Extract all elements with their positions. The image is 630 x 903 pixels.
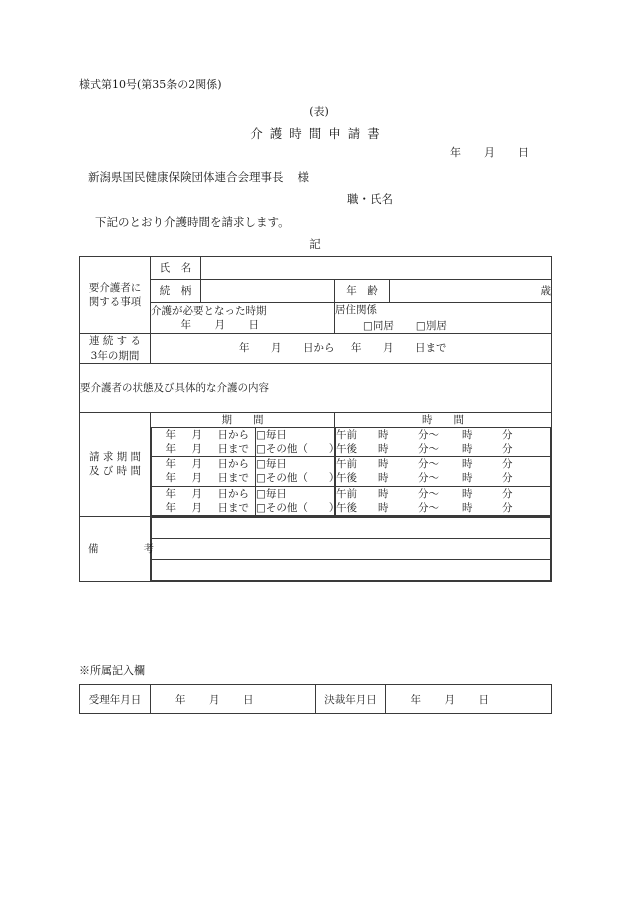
r1-to-year: 年 <box>165 443 176 456</box>
r2-am-hour2: 時 <box>462 458 473 471</box>
r3-am-min2: 分 <box>502 487 513 500</box>
omote-marker <box>0 103 630 119</box>
continuous-from-month: 月 <box>271 342 282 355</box>
checkbox-r1-other[interactable]: □その他（ ） <box>256 443 340 456</box>
r3-from-day: 日から <box>217 487 249 500</box>
submission-date-line <box>450 144 552 160</box>
r3-from-month: 月 <box>191 487 202 500</box>
residence-cell[interactable] <box>335 303 552 334</box>
age-unit: 歳 <box>540 284 552 297</box>
r2-am-min: 分〜 <box>418 458 439 471</box>
request-period-subtable <box>151 428 340 516</box>
relation-label: 続 柄 <box>151 280 201 303</box>
ki-marker: 記 <box>309 237 321 251</box>
continuous-label-line1: 連 続 す る <box>88 335 141 348</box>
omote-text: (表) <box>309 105 329 118</box>
office-section-note: ※所属記入欄 <box>79 664 145 677</box>
request-row-2-time[interactable] <box>336 457 551 486</box>
r1-pm-hour: 時 <box>378 443 389 456</box>
office-table <box>79 684 552 714</box>
table-row-remarks <box>80 516 552 581</box>
request-header-time: 時 間 <box>335 412 552 427</box>
remarks-cell <box>151 516 552 581</box>
r2-am-min2: 分 <box>502 458 513 471</box>
r1-am-min2: 分 <box>502 428 513 441</box>
receipt-date-label: 受理年月日 <box>80 685 151 714</box>
residence-label: 居住関係 <box>335 304 377 316</box>
r2-from-year: 年 <box>165 458 176 471</box>
request-row-3-dates[interactable] <box>152 486 256 515</box>
request-row-1-checks[interactable] <box>256 428 340 457</box>
r2-pm-hour2: 時 <box>462 472 473 485</box>
r2-am-hour: 時 <box>378 458 389 471</box>
request-time-subtable <box>335 428 551 516</box>
r1-pm-min: 分〜 <box>418 443 439 456</box>
remarks-line-1[interactable] <box>152 517 551 538</box>
r3-am-label: 午前 <box>336 487 357 500</box>
r2-pm-label: 午後 <box>336 472 357 485</box>
table-row-request-body <box>80 427 552 516</box>
r2-pm-hour: 時 <box>378 472 389 485</box>
request-row-1-dates[interactable] <box>152 428 256 457</box>
r1-am-min: 分〜 <box>418 428 439 441</box>
r3-pm-min2: 分 <box>502 501 513 514</box>
table-row-need-start <box>80 303 552 334</box>
r3-pm-min: 分〜 <box>418 501 439 514</box>
table-row-name <box>80 257 552 280</box>
table-row-state <box>80 363 552 412</box>
name-value[interactable] <box>201 257 552 280</box>
receipt-month: 月 <box>209 693 220 706</box>
need-start-day: 日 <box>248 319 259 332</box>
submission-date-day: 日 <box>518 146 529 159</box>
receipt-date-value[interactable] <box>151 685 316 714</box>
r3-pm-hour: 時 <box>378 501 389 514</box>
remarks-line-2[interactable] <box>152 538 551 559</box>
approval-month: 月 <box>444 693 455 706</box>
r1-am-hour: 時 <box>378 428 389 441</box>
table-row-continuous-period <box>80 334 552 363</box>
r2-from-day: 日から <box>217 458 249 471</box>
age-label: 年 齢 <box>335 280 390 303</box>
form-number: 様式第10号(第35条の2関係) <box>79 78 222 91</box>
r1-from-year: 年 <box>165 428 176 441</box>
checkbox-residence-separate[interactable]: □別居 <box>415 320 447 333</box>
r1-am-hour2: 時 <box>462 428 473 441</box>
continuous-from-year: 年 <box>239 342 250 355</box>
careperson-section-label <box>80 257 151 334</box>
checkbox-r1-daily[interactable]: □毎日 <box>256 428 287 441</box>
careperson-label-line2: 関する事項 <box>88 296 142 309</box>
request-row-3-time[interactable] <box>336 486 551 515</box>
continuous-to-day: 日まで <box>415 342 447 355</box>
careperson-label-line1: 要介護者に <box>88 282 142 294</box>
r1-to-day: 日まで <box>217 443 249 456</box>
r2-from-month: 月 <box>191 458 202 471</box>
r3-to-year: 年 <box>165 501 176 514</box>
request-row-2-period <box>152 457 336 486</box>
continuous-to-month: 月 <box>383 342 394 355</box>
remarks-line-row <box>152 538 551 559</box>
name-label: 氏 名 <box>151 257 201 280</box>
state-label: 要介護者の状態及び具体的な介護の内容 <box>80 381 269 394</box>
r1-to-month: 月 <box>191 443 202 456</box>
state-cell[interactable] <box>80 363 552 412</box>
request-row-3-period <box>152 486 336 515</box>
r2-pm-min: 分〜 <box>418 472 439 485</box>
request-row-1-time[interactable] <box>336 428 551 457</box>
checkbox-r2-other[interactable]: □その他（ ） <box>256 472 340 485</box>
addressee-name: 新潟県国民健康保険団体連合会理事長 <box>88 170 284 184</box>
checkbox-r3-daily[interactable]: □毎日 <box>256 487 287 500</box>
approval-date-value[interactable] <box>386 685 552 714</box>
addressee <box>88 169 309 185</box>
continuous-to-year: 年 <box>351 342 362 355</box>
r2-to-month: 月 <box>191 472 202 485</box>
checkbox-residence-together[interactable]: □同居 <box>363 320 394 333</box>
request-label-line1: 請 求 期 間 <box>88 451 141 464</box>
continuous-label-line2: 3年の期間 <box>90 349 140 362</box>
r1-pm-min2: 分 <box>502 443 513 456</box>
receipt-day: 日 <box>243 693 254 706</box>
office-table-row <box>80 685 552 714</box>
need-start-year: 年 <box>180 319 191 332</box>
request-header-period: 期 間 <box>151 412 335 427</box>
need-start-label: 介護が必要となった時期 <box>151 305 267 317</box>
residence-options <box>335 319 551 333</box>
signature-label: 職・氏名 <box>347 192 393 206</box>
receipt-year: 年 <box>175 693 186 706</box>
remarks-line-row <box>152 559 551 580</box>
need-start-cell[interactable] <box>151 303 335 334</box>
remarks-label: 備 考 <box>80 516 151 581</box>
request-row-1-time-cell[interactable] <box>336 428 551 457</box>
request-label-line2: 及 び 時 間 <box>88 465 141 478</box>
approval-year: 年 <box>410 693 421 706</box>
request-row-2-time-cell[interactable] <box>336 457 551 486</box>
r1-pm-label: 午後 <box>336 443 357 456</box>
request-time-column <box>335 427 552 516</box>
checkbox-r2-daily[interactable]: □毎日 <box>256 458 287 471</box>
r3-pm-hour2: 時 <box>462 501 473 514</box>
r3-to-month: 月 <box>191 501 202 514</box>
continuous-from-day: 日から <box>303 342 335 355</box>
r2-pm-min2: 分 <box>502 472 513 485</box>
relation-value[interactable] <box>201 280 335 303</box>
request-row-1-period <box>152 428 336 457</box>
request-row-2-checks[interactable] <box>256 457 340 486</box>
need-start-month: 月 <box>214 319 225 332</box>
r3-pm-label: 午後 <box>336 501 357 514</box>
submission-date-year: 年 <box>450 146 461 159</box>
r1-from-month: 月 <box>191 428 202 441</box>
r1-from-day: 日から <box>217 428 249 441</box>
r1-pm-hour2: 時 <box>462 443 473 456</box>
r2-to-year: 年 <box>165 472 176 485</box>
request-row-3-checks[interactable] <box>256 486 340 515</box>
request-row-3-time-cell[interactable] <box>336 486 551 515</box>
page-title: 介護時間申請書 <box>250 126 387 141</box>
need-start-date <box>151 318 334 332</box>
signature-line <box>0 191 630 207</box>
submission-date-month: 月 <box>484 146 495 159</box>
r3-from-year: 年 <box>165 487 176 500</box>
lead-text: 下記のとおり介護時間を請求します。 <box>95 215 290 229</box>
r3-am-hour: 時 <box>378 487 389 500</box>
approval-date-label: 決裁年月日 <box>316 685 386 714</box>
application-table <box>79 256 552 582</box>
r2-to-day: 日まで <box>217 472 249 485</box>
r2-am-label: 午前 <box>336 458 357 471</box>
r3-am-hour2: 時 <box>462 487 473 500</box>
request-period-column <box>151 427 340 516</box>
table-row-request-header <box>80 412 552 427</box>
remarks-line-row <box>152 517 551 538</box>
age-value[interactable] <box>390 280 552 303</box>
table-row-relation-age <box>80 280 552 303</box>
remarks-line-3[interactable] <box>152 559 551 580</box>
continuous-period-label <box>80 334 151 363</box>
request-row-2-dates[interactable] <box>152 457 256 486</box>
checkbox-r3-other[interactable]: □その他（ ） <box>256 501 340 514</box>
continuous-period-value[interactable] <box>151 334 552 363</box>
remarks-subtable <box>151 517 551 581</box>
r1-am-label: 午前 <box>336 428 357 441</box>
addressee-honorific: 様 <box>297 170 309 184</box>
r3-to-day: 日まで <box>217 501 249 514</box>
approval-day: 日 <box>478 693 489 706</box>
r3-am-min: 分〜 <box>418 487 439 500</box>
request-section-label <box>80 412 151 516</box>
